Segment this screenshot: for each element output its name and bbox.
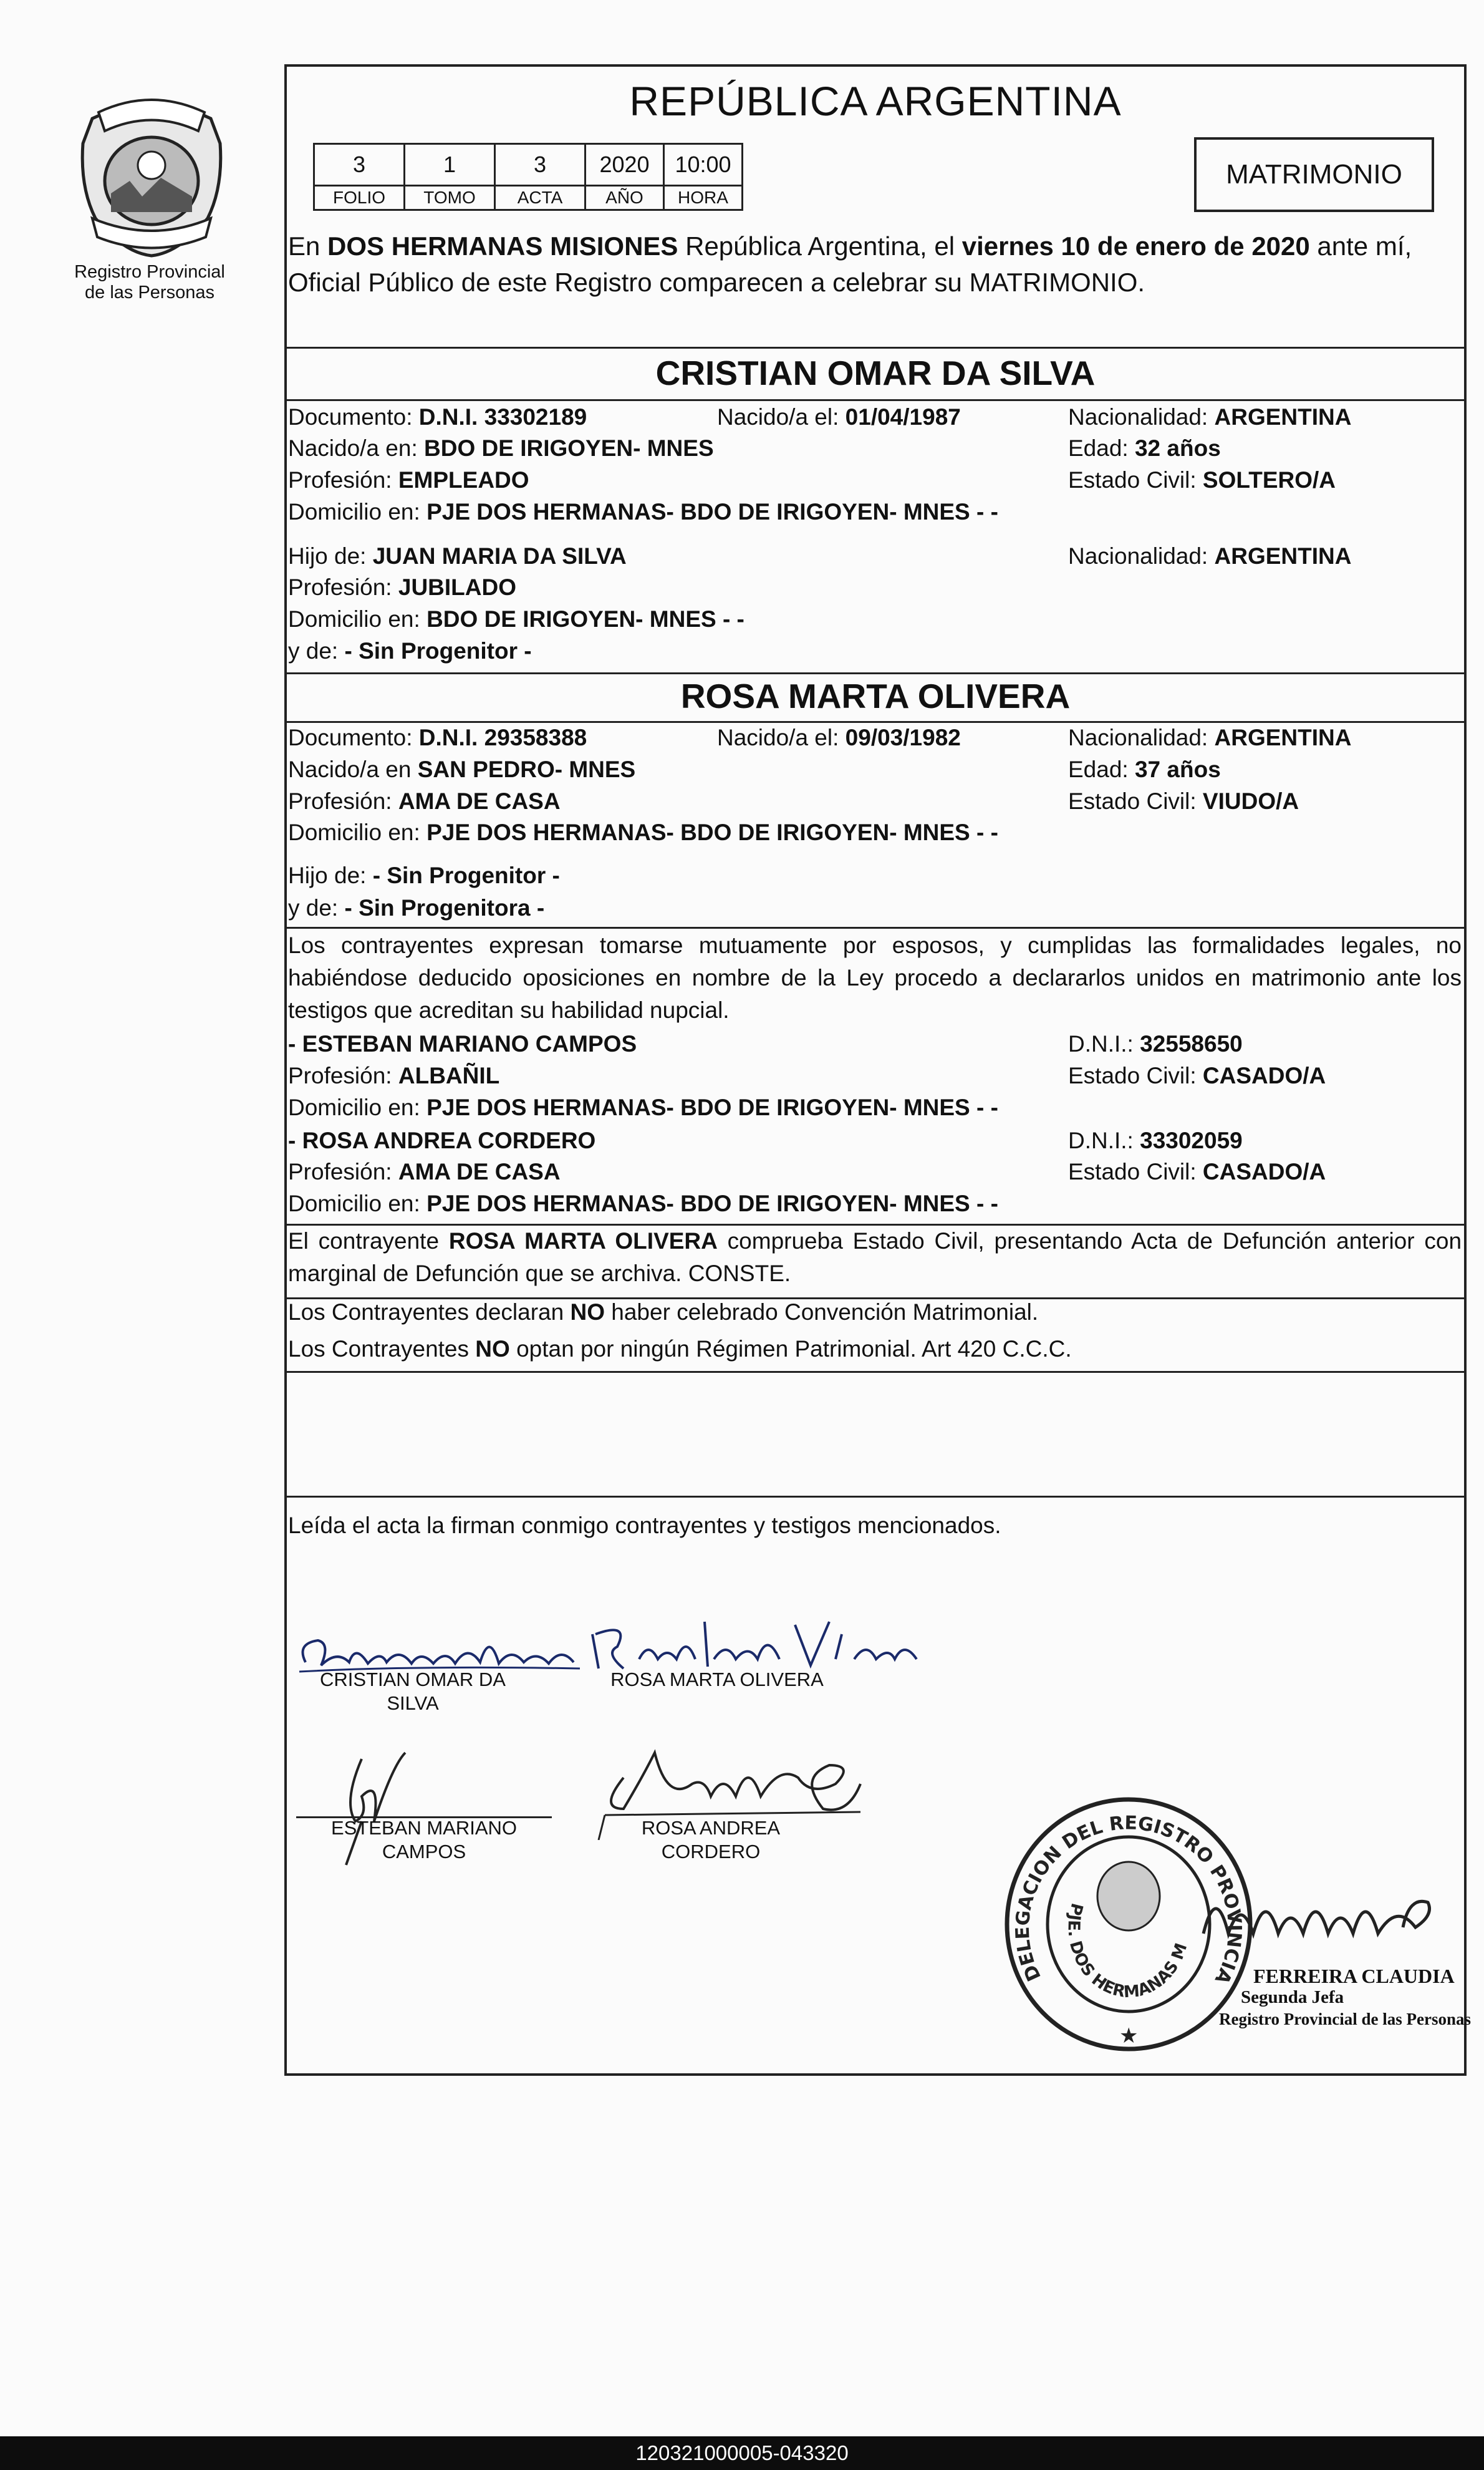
intro-suffix: ante mí, Oficial Público de este Registro comparecen a celebrar su MATRIMONIO. <box>288 231 1412 297</box>
folio-value: 3 <box>314 144 405 186</box>
year-label: AÑO <box>585 186 664 210</box>
witness1-dni: D.N.I.: 32558650 <box>1068 1031 1243 1057</box>
intro-paragraph <box>288 228 1460 301</box>
groom-profession: Profesión: EMPLEADO <box>288 467 529 493</box>
official-role: Segunda Jefa <box>1241 1987 1344 2007</box>
groom-document: Documento: D.N.I. 33302189 <box>288 404 587 430</box>
bride-document: Documento: D.N.I. 29358388 <box>288 725 587 750</box>
groom-nationality: Nacionalidad: ARGENTINA <box>1068 404 1352 430</box>
intro-place: DOS HERMANAS MISIONES <box>327 231 678 261</box>
witness1-address: Domicilio en: PJE DOS HERMANAS- BDO DE IRIGOYEN- MNES - - <box>288 1095 998 1120</box>
groom-father: Hijo de: JUAN MARIA DA SILVA <box>288 543 627 569</box>
bride-nationality: Nacionalidad: ARGENTINA <box>1068 725 1352 750</box>
folio-label: FOLIO <box>314 186 405 210</box>
marginal-note: El contrayente ROSA MARTA OLIVERA comprueba Estado Civil, presentando Acta de Defunción anterior con marginal de Defunción que se archiva. CONSTE. <box>288 1228 1462 1286</box>
bride-signature-label: ROSA MARTA OLIVERA <box>610 1668 824 1690</box>
bride-name: ROSA MARTA OLIVERA <box>680 677 1071 715</box>
stamp-inner-text: PJE. DOS HERMANAS M <box>1064 1901 1192 2002</box>
witness2-profession: Profesión: AMA DE CASA <box>288 1159 561 1184</box>
hour-label: HORA <box>664 186 743 210</box>
divider <box>284 399 1467 401</box>
witness2-signature-label: ROSA ANDREA CORDERO <box>641 1817 781 1862</box>
acta-value: 3 <box>495 144 585 186</box>
witness1-name: - ESTEBAN MARIANO CAMPOS <box>288 1031 637 1057</box>
intro-prefix: En <box>288 231 320 261</box>
acta-label: ACTA <box>495 186 585 210</box>
bride-profession: Profesión: AMA DE CASA <box>288 788 561 814</box>
divider <box>284 347 1467 349</box>
year-value: 2020 <box>585 144 664 186</box>
tomo-value: 1 <box>405 144 495 186</box>
bride-birthdate: Nacido/a el: 09/03/1982 <box>717 725 961 750</box>
tomo-label: TOMO <box>405 186 495 210</box>
document-code: 120321000005-043320 <box>635 2441 849 2464</box>
official-org: Registro Provincial de las Personas <box>1219 2010 1471 2028</box>
witness2-civil-status: Estado Civil: CASADO/A <box>1068 1159 1326 1184</box>
svg-text:★: ★ <box>1119 2024 1139 2048</box>
intro-middle: República Argentina, el <box>685 231 955 261</box>
bride-address: Domicilio en: PJE DOS HERMANAS- BDO DE IRIGOYEN- MNES - - <box>288 820 998 845</box>
divider <box>284 1496 1467 1498</box>
convention-line2: Los Contrayentes NO optan por ningún Régimen Patrimonial. Art 420 C.C.C. <box>288 1336 1072 1362</box>
official-name: FERREIRA CLAUDIA <box>1253 1965 1455 1987</box>
witness1-signature-label: ESTEBAN MARIANO CAMPOS <box>331 1817 517 1862</box>
closing-text: Leída el acta la firman conmigo contrayentes y testigos mencionados. <box>288 1513 1001 1538</box>
bride-birthplace: Nacido/a en SAN PEDRO- MNES <box>288 757 636 782</box>
witness1-profession: Profesión: ALBAÑIL <box>288 1063 500 1088</box>
groom-father-address: Domicilio en: BDO DE IRIGOYEN- MNES - - <box>288 606 744 632</box>
logo-caption <box>50 262 249 303</box>
groom-signature-label: CRISTIAN OMAR DA SILVA <box>320 1668 506 1714</box>
divider <box>284 672 1467 674</box>
groom-age: Edad: 32 años <box>1068 435 1221 461</box>
logo-caption-line1: Registro Provincial <box>74 262 225 282</box>
act-type-box: MATRIMONIO <box>1194 137 1434 212</box>
witness2-address: Domicilio en: PJE DOS HERMANAS- BDO DE IRIGOYEN- MNES - - <box>288 1191 998 1216</box>
divider <box>284 1371 1467 1373</box>
intro-date: viernes 10 de enero de 2020 <box>961 231 1310 261</box>
witness2-name: - ROSA ANDREA CORDERO <box>288 1128 596 1153</box>
groom-birthplace: Nacido/a en: BDO DE IRIGOYEN- MNES <box>288 435 714 461</box>
hour-value: 10:00 <box>664 144 743 186</box>
divider <box>284 721 1467 723</box>
groom-father-nationality: Nacionalidad: ARGENTINA <box>1068 543 1352 569</box>
stamp-outer-text: DELEGACION DEL REGISTRO PROVINCIA <box>1011 1812 1246 1988</box>
groom-civil-status: Estado Civil: SOLTERO/A <box>1068 467 1336 493</box>
bride-civil-status: Estado Civil: VIUDO/A <box>1068 788 1299 814</box>
registration-table <box>313 143 743 211</box>
groom-name: CRISTIAN OMAR DA SILVA <box>655 354 1096 392</box>
groom-father-profession: Profesión: JUBILADO <box>288 574 516 600</box>
groom-birthdate: Nacido/a el: 01/04/1987 <box>717 404 961 430</box>
declaration-paragraph: Los contrayentes expresan tomarse mutuamente por esposos, y cumplidas las formalidades legales, no habiéndose deducido oposiciones en nombre de la Ley procedo a declararlos unidos en matrimonio ante los testigos que acreditan su habilidad nupcial. <box>288 932 1462 1023</box>
bride-father: Hijo de: - Sin Progenitor - <box>288 863 560 888</box>
witness2-dni: D.N.I.: 33302059 <box>1068 1128 1243 1153</box>
bride-mother: y de: - Sin Progenitora - <box>288 895 545 921</box>
divider <box>284 927 1467 929</box>
groom-address: Domicilio en: PJE DOS HERMANAS- BDO DE IRIGOYEN- MNES - - <box>288 499 998 525</box>
convention-line1: Los Contrayentes declaran NO haber celebrado Convención Matrimonial. <box>288 1299 1039 1325</box>
bride-age: Edad: 37 años <box>1068 757 1221 782</box>
logo-caption-line2: de las Personas <box>85 283 214 303</box>
province-logo <box>74 94 229 262</box>
groom-mother: y de: - Sin Progenitor - <box>288 638 532 664</box>
witness1-civil-status: Estado Civil: CASADO/A <box>1068 1063 1326 1088</box>
country-title: REPÚBLICA ARGENTINA <box>629 78 1122 124</box>
